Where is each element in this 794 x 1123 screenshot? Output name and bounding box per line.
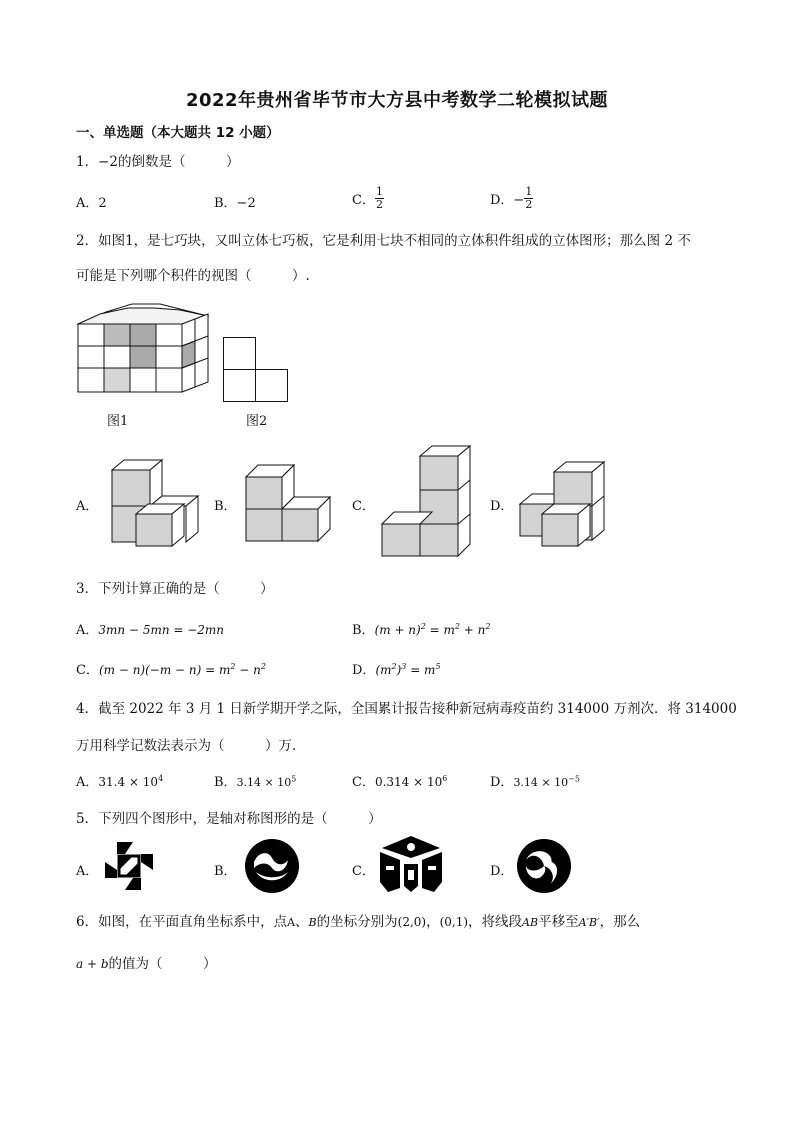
q2-option-a-figure[interactable] [110,460,200,548]
q4-option-c-label: C． [352,775,375,790]
q2-option-b-label[interactable]: B． [214,499,237,514]
q2-option-c-figure[interactable] [382,446,474,560]
q4-option-a-label: A． [76,775,99,790]
q3-option-a-label: A． [76,623,99,638]
question-1-stem: 1．−2的倒数是（ ） [76,154,240,170]
section-heading: 一、单选题（本大题共 12 小题） [76,125,280,141]
question-2-stem-line1: 2．如图1，是七巧块，又叫立体七巧板，它是利用七块不相同的立体积件组成的立体图形；那么图 2 不 [76,233,691,249]
question-4-stem-line1: 4．截至 2022 年 3 月 1 日新学期开学之际，全国累计报告接种新冠病毒疫苗约 314000 万剂次．将 314000 [76,701,737,717]
q3-option-a[interactable] [76,619,224,638]
page-title: 2022年贵州省毕节市大方县中考数学二轮模拟试题 [185,90,609,111]
q1-option-c[interactable] [352,186,384,211]
question-6-stem-line2: a + b的值为（ ） [76,956,217,972]
q5-option-b-wave-circle-figure[interactable] [244,838,300,894]
q4-option-b-label: B． [214,775,237,790]
q2-option-c-label[interactable]: C． [352,499,375,514]
q3-option-c-expression: $(m - n)(-m - n) = m^2 - n^2$ [98,662,266,677]
question-4-stem-line2: 万用科学记数法表示为（ ）万． [76,738,306,754]
q4-option-d-value: $3.14 \times 10^{-5}$ [513,774,580,789]
q1-option-d[interactable] [490,186,533,211]
question-3-stem: 3．下列计算正确的是（ ） [76,581,274,597]
q2-option-a-label[interactable]: A． [76,499,99,514]
q3-option-b-expression: $(m + n)^2 = m^2 + n^2$ [374,622,491,637]
q1-option-d-label: D．− [490,193,525,208]
q1-option-a[interactable]: A．2 [76,196,107,211]
q4-option-a[interactable] [76,771,163,790]
q3-option-b-label: B． [352,623,375,638]
figure-1-cube-block [78,302,210,402]
q4-option-d[interactable] [490,771,580,790]
question-6-stem-line1: 6．如图，在平面直角坐标系中，点A、B的坐标分别为(2,0)，(0,1)，将线段AB平移至A′B′，那么 [76,914,641,930]
q5-option-b-label[interactable]: B． [214,864,237,879]
q3-option-d-expression: $(m^2)^3 = m^5$ [375,662,441,677]
q4-option-c-value: $0.314 \times 10^6$ [374,774,448,789]
q1-option-c-label: C． [352,193,375,208]
figure-1-caption: 图1 [107,414,129,429]
q3-option-c[interactable] [76,659,266,678]
q3-option-a-expression: 3mn − 5mn = −2mn [98,623,225,637]
q2-option-d-figure[interactable] [518,460,608,550]
figure-2-caption: 图2 [246,414,268,429]
q3-option-d-label: D． [352,663,376,678]
q1-option-c-fraction: $\frac{1}{2}$ [375,185,383,211]
q2-option-b-figure[interactable] [246,465,336,545]
q3-option-b[interactable] [352,619,490,638]
q4-option-d-label: D． [490,775,514,790]
q4-option-c[interactable] [352,771,447,790]
q4-option-b-value: $3.14 \times 10^5$ [236,774,297,789]
figure-2-view [223,337,289,403]
q1-option-b[interactable]: B．−2 [214,196,256,211]
q2-option-d-label[interactable]: D． [490,499,514,514]
q1-option-d-fraction: $\frac{1}{2}$ [525,185,533,211]
q5-option-a-label[interactable]: A． [76,864,99,879]
q4-option-b[interactable] [214,771,296,790]
q5-option-c-emblem-figure[interactable] [378,836,444,894]
q3-option-d[interactable] [352,659,441,678]
q5-option-d-label[interactable]: D． [490,864,514,879]
question-2-stem-line2: 可能是下列哪个积件的视图（ ）. [76,268,310,284]
q5-option-a-pinwheel-figure[interactable] [103,840,155,892]
q5-option-d-triple-swirl-figure[interactable] [516,838,572,894]
q4-option-a-value: $31.4 \times 10^4$ [98,774,164,789]
q3-option-c-label: C． [76,663,99,678]
q5-option-c-label[interactable]: C． [352,864,375,879]
question-5-stem: 5．下列四个图形中，是轴对称图形的是（ ） [76,811,382,827]
